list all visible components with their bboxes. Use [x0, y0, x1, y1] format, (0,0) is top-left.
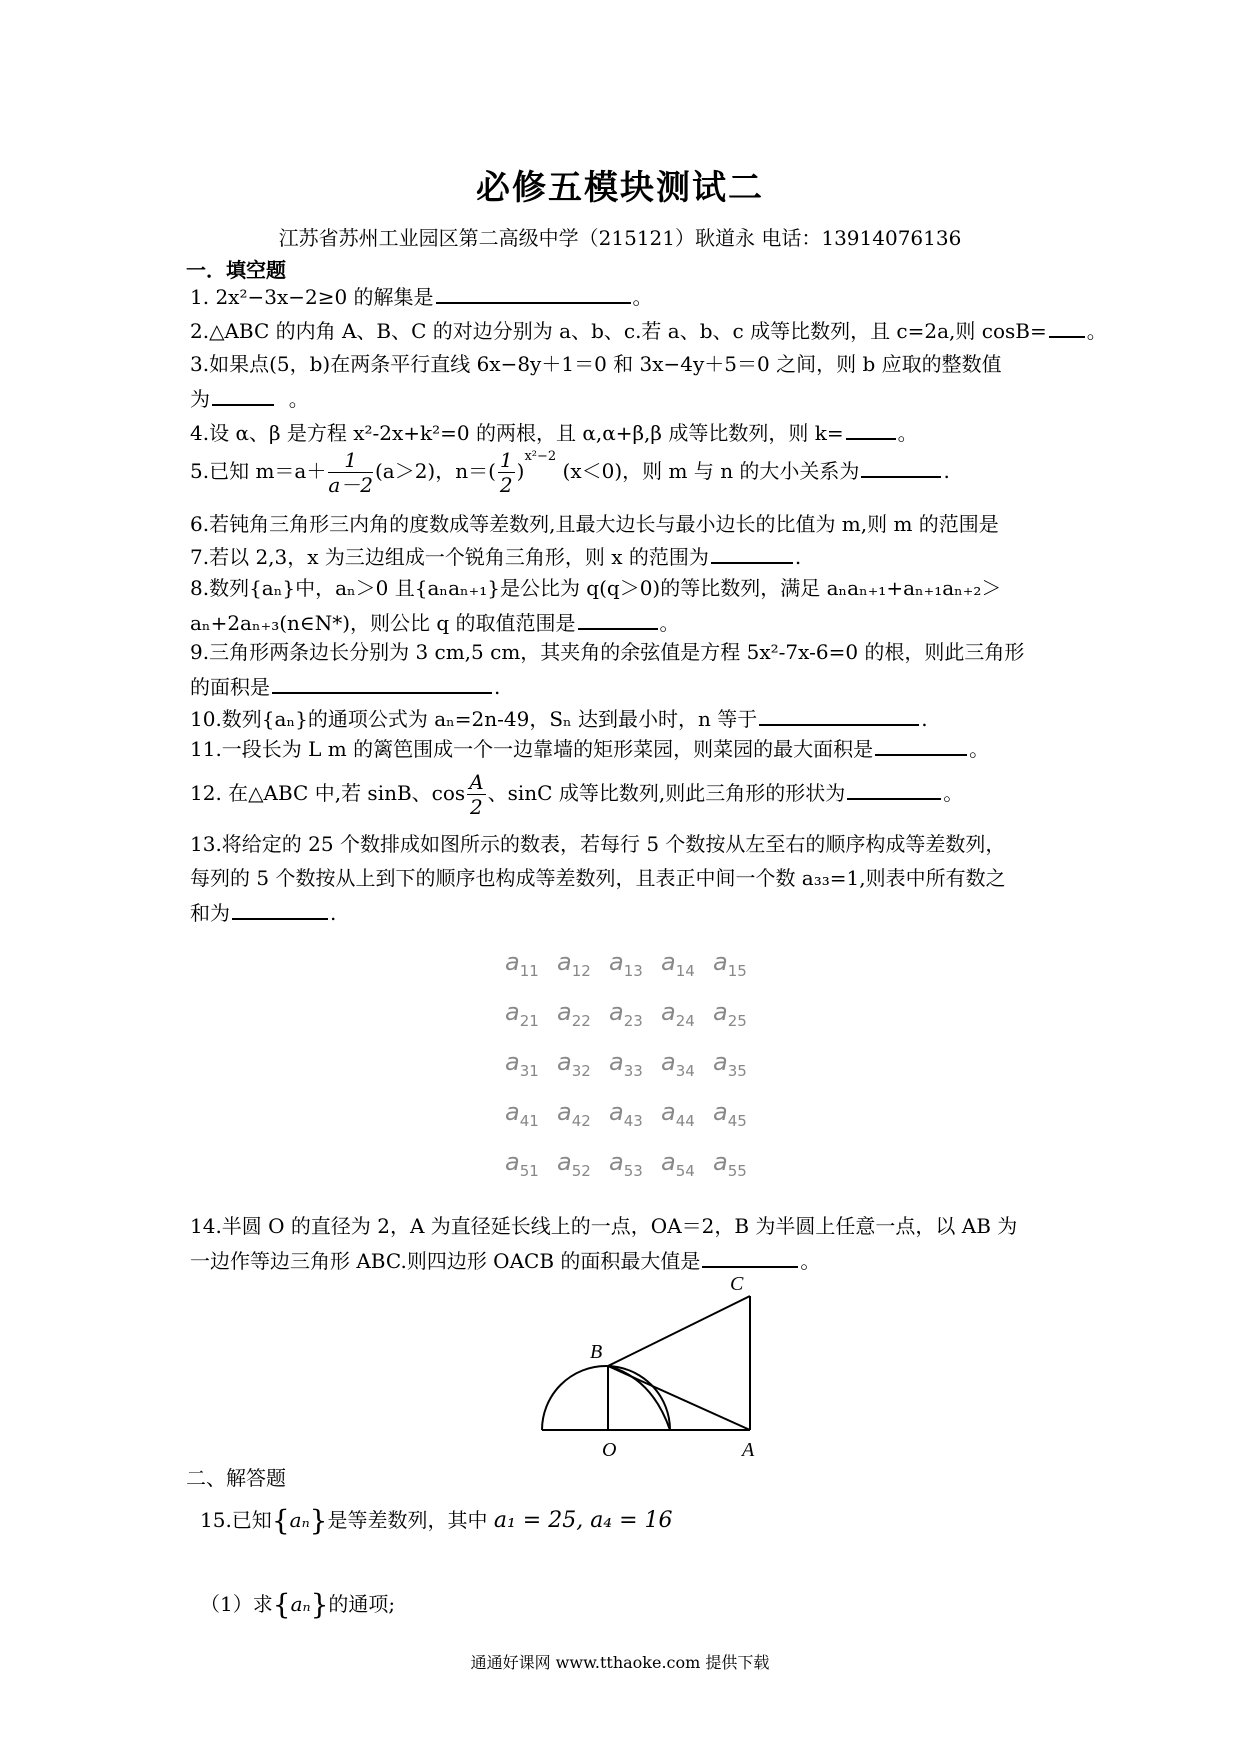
table-cell: $a_{21}$	[505, 998, 539, 1030]
question-14: 14.半圆 O 的直径为 2，A 为直径延长线上的一点，OA＝2，B 为半圆上任意一点，以 AB 为 一边作等边三角形 ABC.则四边形 OACB 的面积最大值是 。	[190, 1214, 1018, 1273]
table-cell: $a_{42}$	[557, 1098, 591, 1130]
table-cell: $a_{11}$	[505, 948, 539, 980]
section-fill-in: 一．填空题	[186, 258, 286, 282]
table-cell: $a_{33}$	[609, 1048, 643, 1080]
segment-bc	[608, 1296, 750, 1366]
table-cell: $a_{13}$	[609, 948, 643, 980]
author-line: 江苏省苏州工业园区第二高级中学（215121）耿道永 电话：13914076136	[278, 226, 962, 250]
question-4: 4.设 α、β 是方程 x²-2x+k²=0 的两根，且 α,α+β,β 成等比数列，则 k= 。	[190, 418, 1060, 447]
question-3: 3.如果点(5，b)在两条平行直线 6x−8y＋1＝0 和 3x−4y＋5＝0 之间，则 b 应取的整数值 为 。	[190, 352, 1002, 411]
question-7: 7.若以 2,3，x 为三边组成一个锐角三角形，则 x 的范围为 .	[190, 542, 1060, 571]
question-15: 15.已知{aₙ}是等差数列，其中 a₁ = 25, a₄ = 16	[200, 1504, 673, 1537]
question-11: 11.一段长为 L m 的篱笆围成一个一边靠墙的矩形菜园，则菜园的最大面积是 。	[190, 734, 1060, 763]
label-a: A	[742, 1439, 755, 1460]
semicircle-arc	[542, 1366, 670, 1430]
table-cell: $a_{24}$	[661, 998, 695, 1030]
table-cell: $a_{35}$	[713, 1048, 747, 1080]
table-cell: $a_{23}$	[609, 998, 643, 1030]
question-12: 12. 在△ABC 中,若 sinB、cos $\frac{A}{2}$ 、sinC 成等比数列,则此三角形的形状为 。	[190, 770, 964, 819]
table-cell: $a_{31}$	[505, 1048, 539, 1080]
table-cell: $a_{52}$	[557, 1148, 591, 1180]
question-6: 6.若钝角三角形三内角的度数成等差数列,且最大边长与最小边长的比值为 m,则 m 的范围是	[190, 512, 999, 536]
table-cell: $a_{41}$	[505, 1098, 539, 1130]
table-cell: $a_{44}$	[661, 1098, 695, 1130]
footer: 通通好课网 www.tthaoke.com 提供下载	[470, 1653, 770, 1672]
table-cell: $a_{22}$	[557, 998, 591, 1030]
question-13: 13.将给定的 25 个数排成如图所示的数表，若每行 5 个数按从左至右的顺序构成等差数列， 每列的 5 个数按从上到下的顺序也构成等差数列，且表正中间一个数 a₃₃=1,则表中所有数之 和为 .	[190, 832, 1006, 925]
table-cell: $a_{55}$	[713, 1148, 747, 1180]
question-1: 1. 2x²−3x−2≥0 的解集是 。	[190, 282, 1060, 311]
question-15-part-1: （1）求{aₙ}的通项;	[200, 1588, 396, 1621]
table-cell: $a_{54}$	[661, 1148, 695, 1180]
label-c: C	[730, 1273, 744, 1295]
semicircle-figure	[520, 1270, 780, 1460]
question-10: 10.数列{aₙ}的通项公式为 aₙ=2n-49，Sₙ 达到最小时，n 等于 .	[190, 704, 1060, 733]
label-b: B	[590, 1341, 603, 1363]
question-9: 9.三角形两条边长分别为 3 cm,5 cm，其夹角的余弦值是方程 5x²-7x-6=0 的根，则此三角形 的面积是 .	[190, 640, 1025, 699]
table-cell: $a_{43}$	[609, 1098, 643, 1130]
table-cell: $a_{12}$	[557, 948, 591, 980]
label-o: O	[602, 1439, 617, 1460]
table-cell: $a_{15}$	[713, 948, 747, 980]
section-answer: 二、解答题	[186, 1466, 286, 1490]
table-cell: $a_{45}$	[713, 1098, 747, 1130]
table-cell: $a_{25}$	[713, 998, 747, 1030]
table-cell: $a_{53}$	[609, 1148, 643, 1180]
table-cell: $a_{14}$	[661, 948, 695, 980]
table-cell: $a_{51}$	[505, 1148, 539, 1180]
question-5: 5.已知 m＝a＋ $\frac{1}{a-2}$ (a＞2)，n＝( $\frac{1}{2}$ )$^{x^2-2}$ (x＜0)，则 m 与 n 的大小关系为 .	[190, 448, 950, 497]
page-title: 必修五模块测试二	[476, 168, 764, 208]
question-8: 8.数列{aₙ}中，aₙ＞0 且{aₙaₙ₊₁}是公比为 q(q＞0)的等比数列，满足 aₙaₙ₊₁+aₙ₊₁aₙ₊₂＞ aₙ+2aₙ₊₃(n∈N*)，则公比 q 的取值范围是 。	[190, 576, 1002, 635]
table-cell: $a_{32}$	[557, 1048, 591, 1080]
question-2: 2.△ABC 的内角 A、B、C 的对边分别为 a、b、c.若 a、b、c 成等比数列，且 c=2a,则 cosB= 。	[190, 316, 1060, 345]
table-cell: $a_{34}$	[661, 1048, 695, 1080]
